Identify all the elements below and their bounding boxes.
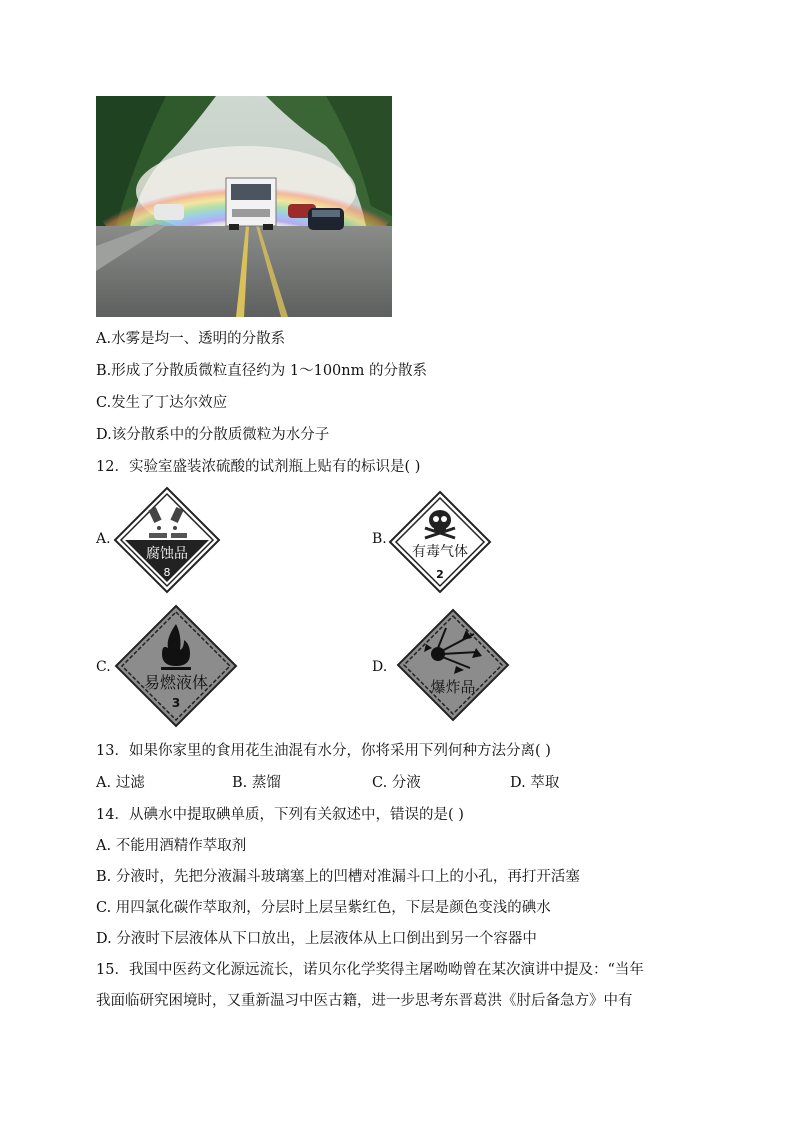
q12-option-c-label: C. <box>96 659 111 675</box>
q11-option-a: A.水雾是均一、透明的分散系 <box>96 331 286 347</box>
q15-line-2: 我面临研究困境时，又重新温习中医古籍，进一步思考东晋葛洪《肘后备急方》中有 <box>96 993 633 1009</box>
q14-option-a: A. 不能用酒精作萃取剂 <box>96 838 247 854</box>
q13-option-d: D. 萃取 <box>510 775 560 791</box>
q13-stem: 13．如果你家里的食用花生油混有水分，你将采用下列何种方法分离( ) <box>96 743 551 759</box>
corrosive-sign-text: 腐蚀品 <box>146 546 188 562</box>
q13-option-b: B. 蒸馏 <box>232 775 281 791</box>
toxic-gas-sign <box>388 490 492 594</box>
q12-option-d-label: D. <box>372 659 388 675</box>
q11-option-d: D.该分散系中的分散质微粒为水分子 <box>96 427 330 443</box>
q12-option-a-label: A. <box>96 531 111 547</box>
q11-option-b: B.形成了分散质微粒直径约为 1～100nm 的分散系 <box>96 363 427 379</box>
q14-stem: 14．从碘水中提取碘单质，下列有关叙述中，错误的是( ) <box>96 807 464 823</box>
q13-option-a: A. 过滤 <box>96 775 145 791</box>
corrosive-class-number: 8 <box>163 566 171 579</box>
q12-stem: 12．实验室盛装浓硫酸的试剂瓶上贴有的标识是( ) <box>96 459 421 475</box>
q14-option-c: C. 用四氯化碳作萃取剂，分层时上层呈紫红色，下层是颜色变浅的碘水 <box>96 900 551 916</box>
flammable-liquid-sign-text: 易燃液体 <box>143 673 208 692</box>
q13-option-c: C. 分液 <box>372 775 421 791</box>
q14-option-d: D. 分液时下层液体从下口放出，上层液体从上口倒出到另一个容器中 <box>96 931 537 947</box>
explosive-sign <box>396 608 510 722</box>
q14-option-b: B. 分液时，先把分液漏斗玻璃塞上的凹槽对准漏斗口上的小孔，再打开活塞 <box>96 869 580 885</box>
flammable-liquid-class-number: 3 <box>171 696 181 710</box>
q11-option-c: C.发生了丁达尔效应 <box>96 395 228 411</box>
corrosive-sign <box>113 486 221 594</box>
toxic-gas-class-number: 2 <box>436 568 444 581</box>
q15-line-1: 15．我国中医药文化源远流长，诺贝尔化学奖得主屠呦呦曾在某次演讲中提及：“当年 <box>96 962 644 978</box>
toxic-gas-sign-text: 有毒气体 <box>412 544 468 560</box>
q12-option-b-label: B. <box>372 531 387 547</box>
flammable-liquid-sign <box>114 604 238 728</box>
explosive-sign-text: 爆炸品 <box>430 678 476 696</box>
spray-truck-photo <box>96 96 392 317</box>
